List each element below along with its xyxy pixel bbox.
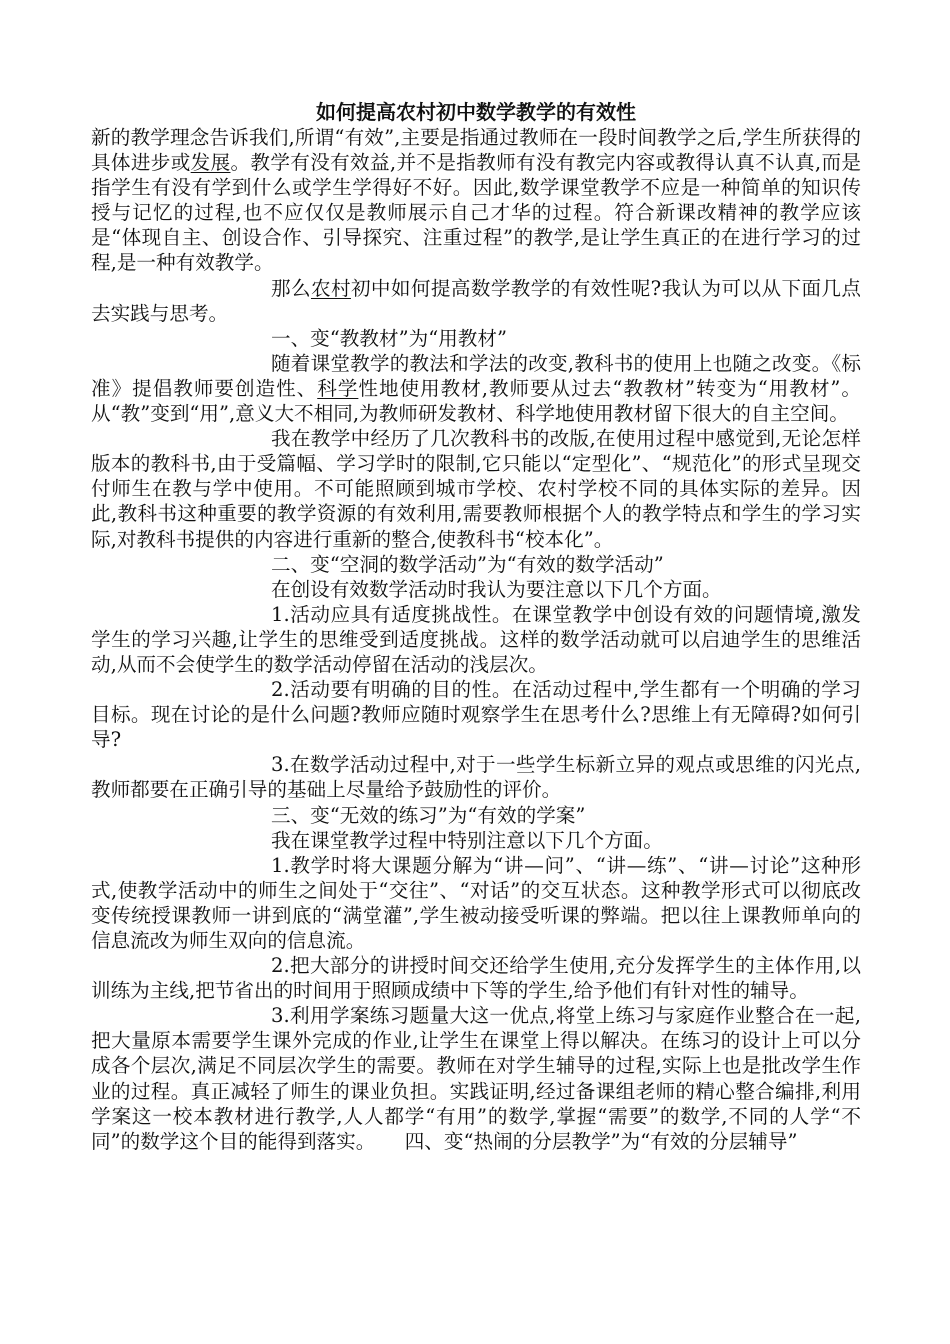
paragraph-text: 。教学有没有效益,并不是指教师有没有教完内容或教得认真不认真,而是指学生有没有学到什么或学生学得好不好。因此,数学课堂教学不应是一种简单的知识传授与记忆的过程,也不应仅仅是教师展示自己才华的过程。符合新课改精神的教学应该是“体现自主、创设合作、引导探究、注重过程”的教学,是让学生真正的在进行学习的过程,是一种有效教学。 [91, 151, 862, 275]
paragraph-text: 性地使用教材,教师要从过去“教教材”转变为“用教材”。从“教”变到“用”,意义大不相同,为教师研发教材、科学地使用教材留下很大的自主空间。 [91, 376, 862, 426]
underlined-text: 农村 [310, 276, 351, 300]
body-paragraph [91, 1003, 861, 1154]
paragraph-text: 初中如何提高数学教学的有效性呢?我认为可以从下面几点去实践与思考。 [91, 276, 861, 325]
paragraph-text: 我在课堂教学过程中特别注意以下几个方面。 [271, 828, 663, 852]
body-paragraph [91, 426, 861, 551]
body-paragraph [91, 125, 861, 276]
paragraph-text: 在创设有效数学活动时我认为要注意以下几个方面。 [271, 577, 722, 601]
paragraph-text: 新的教学理念告诉我们,所谓“有效”,主要是指通过教师在一段时间教学之后,学生所获得的具体进步或 [91, 126, 861, 175]
paragraph-text: 那么 [271, 276, 311, 300]
body-paragraph [91, 552, 861, 577]
body-paragraph [91, 828, 861, 853]
paragraph-text: 随着课堂教学的教法和学法的改变,教科书的使用上也随之改变。《标准》提倡教师要创造性、 [91, 351, 861, 400]
body-paragraph [91, 803, 861, 828]
paragraph-text: 3.利用学案练习题量大这一优点,将堂上练习与家庭作业整合在一起,把大量原本需要学生课外完成的作业,让学生在课堂上得以解决。在练习的设计上可以分成各个层次,满足不同层次学生的需要。教师在对学生辅导的过程,实际上也是批改学生作业的过程。真正减轻了师生的课业负担。实践证明,经过备课组老师的精心整合编排,利用学案这一校本教材进行教学,人人都学“有用”的数学,掌握“需要”的数学,不同的人学“不同”的数学这个目的能得到落实。 四、变“热闹的分层教学”为“有效的分层辅导” [91, 1004, 861, 1153]
body-paragraph [91, 351, 861, 426]
body-paragraph [91, 577, 861, 602]
body-paragraph [91, 853, 861, 953]
body-paragraph [91, 602, 861, 677]
underlined-text: 科学 [317, 376, 359, 400]
body-paragraph [91, 752, 861, 802]
body-paragraph [91, 677, 861, 752]
paragraph-text: 二、变“空洞的数学活动”为“有效的数学活动” [271, 552, 664, 576]
underlined-text: 发展 [190, 151, 231, 175]
body-paragraph [91, 276, 861, 326]
paragraph-text: 三、变“无效的练习”为“有效的学案” [271, 803, 586, 827]
document-body [91, 125, 861, 1154]
paragraph-text: 2.活动要有明确的目的性。在活动过程中,学生都有一个明确的学习目标。现在讨论的是什么问题?教师应随时观察学生在思考什么?思维上有无障碍?如何引导? [91, 678, 861, 752]
document-title: 如何提高农村初中数学教学的有效性 [316, 100, 636, 124]
paragraph-text: 我在教学中经历了几次教科书的改版,在使用过程中感觉到,无论怎样版本的教科书,由于受篇幅、学习学时的限制,它只能以“定型化”、“规范化”的形式呈现交付师生在教与学中使用。不可能照顾到城市学校、农村学校不同的具体实际的差异。因此,教科书这种重要的教学资源的有效利用,需要教师根据个人的教学特点和学生的学习实际,对教科书提供的内容进行重新的整合,使教科书“校本化”。 [91, 427, 861, 551]
paragraph-text: 2.把大部分的讲授时间交还给学生使用,充分发挥学生的主体作用,以训练为主线,把节省出的时间用于照顾成绩中下等的学生,给予他们有针对性的辅导。 [91, 954, 861, 1003]
paragraph-text: 3.在数学活动过程中,对于一些学生标新立异的观点或思维的闪光点,教师都要在正确引导的基础上尽量给予鼓励性的评价。 [91, 753, 861, 802]
paragraph-text: 1.教学时将大课题分解为“讲—问”、“讲—练”、“讲—讨论”这种形式,使教学活动中的师生之间处于“交往”、“对话”的交互状态。这种教学形式可以彻底改变传统授课教师一讲到底的“满堂灌”,学生被动接受听课的弊端。把以往上课教师单向的信息流改为师生双向的信息流。 [91, 853, 861, 952]
body-paragraph [91, 953, 861, 1003]
document-page [91, 100, 861, 1154]
paragraph-text: 一、变“教教材”为“用教材” [271, 326, 508, 350]
paragraph-text: 1.活动应具有适度挑战性。在课堂教学中创设有效的问题情境,激发学生的学习兴趣,让学生的思维受到适度挑战。这样的数学活动就可以启迪学生的思维活动,从而不会使学生的数学活动停留在活动的浅层次。 [91, 602, 861, 676]
body-paragraph [91, 326, 861, 351]
